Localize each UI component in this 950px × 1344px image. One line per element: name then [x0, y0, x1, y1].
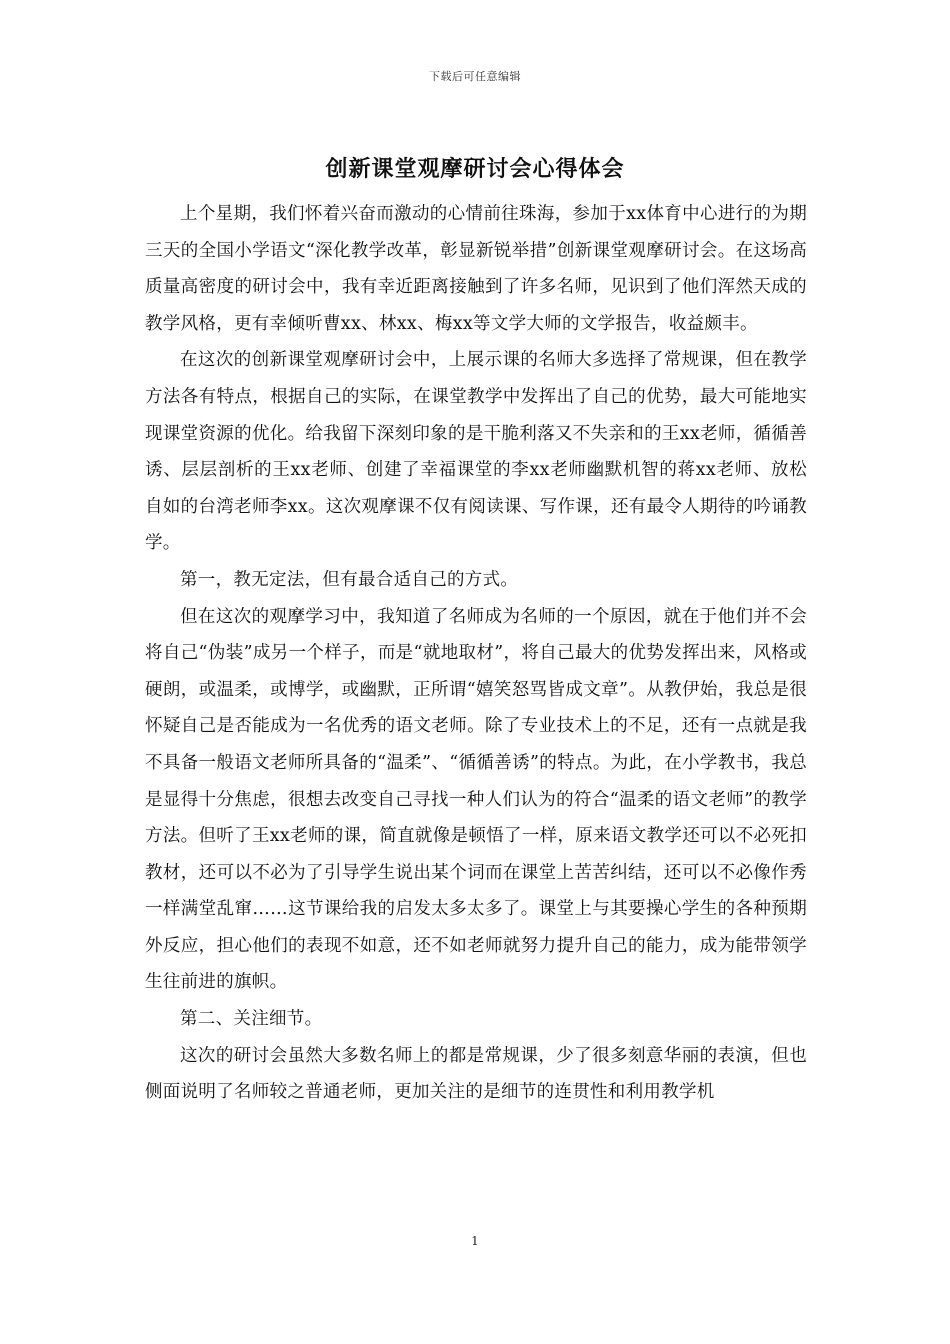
document-title: 创新课堂观摩研讨会心得体会 [325, 156, 625, 182]
page-number: 1 [471, 1234, 479, 1248]
paragraph: 第一，教无定法，但有最合适自己的方式。 [180, 569, 519, 590]
paragraph: 这次的研讨会虽然大多数名师上的都是常规课，少了很多刻意华丽的表演，但也侧面说明了名师较之普通老师，更加关注的是细节的连贯性和利用教学机 [145, 1045, 807, 1103]
document-body [145, 196, 807, 1111]
paragraph: 但在这次的观摩学习中，我知道了名师成为名师的一个原因，就在于他们并不会将自己“伪装”成另一个样子，而是“就地取材”，将自己最大的优势发挥出来，风格或硬朗，或温柔，或博学，或幽默，正所谓“嬉笑怒骂皆成文章”。从教伊始，我总是很怀疑自己是否能成为一名优秀的语文老师。除了专业技术上的不足，还有一点就是我不具备一般语文老师所具备的“温柔”、“循循善诱”的特点。为此，在小学教书，我总是显得十分焦虑，很想去改变自己寻找一种人们认为的符合“温柔的语文老师”的教学方法。但听了王xx老师的课，简直就像是顿悟了一样，原来语文教学还可以不必死扣教材，还可以不必为了引导学生说出某个词而在课堂上苦苦纠结，还可以不必像作秀一样满堂乱窜……这节课给我的启发太多太多了。课堂上与其要操心学生的各种预期外反应，担心他们的表现不如意，还不如老师就努力提升自己的能力，成为能带领学生往前进的旗帜。 [145, 606, 807, 993]
paragraph: 在这次的创新课堂观摩研讨会中，上展示课的名师大多选择了常规课，但在教学方法各有特点，根据自己的实际，在课堂教学中发挥出了自己的优势，最大可能地实现课堂资源的优化。给我留下深刻印象的是干脆利落又不失亲和的王xx老师，循循善诱、层层剖析的王xx老师、创建了幸福课堂的李xx老师幽默机智的蒋xx老师、放松自如的台湾老师李xx。这次观摩课不仅有阅读课、写作课，还有最令人期待的吟诵教学。 [145, 350, 807, 554]
paragraph: 上个星期，我们怀着兴奋而激动的心情前往珠海，参加于xx体育中心进行的为期三天的全国小学语文“深化教学改革，彰显新锐举措”创新课堂观摩研讨会。在这场高质量高密度的研讨会中，我有幸近距离接触到了许多名师，见识到了他们浑然天成的教学风格，更有幸倾听曹xx、林xx、梅xx等文学大师的文学报告，收益颇丰。 [145, 204, 807, 334]
paragraph: 第二、关注细节。 [180, 1009, 323, 1030]
header-note: 下载后可任意编辑 [429, 70, 521, 83]
